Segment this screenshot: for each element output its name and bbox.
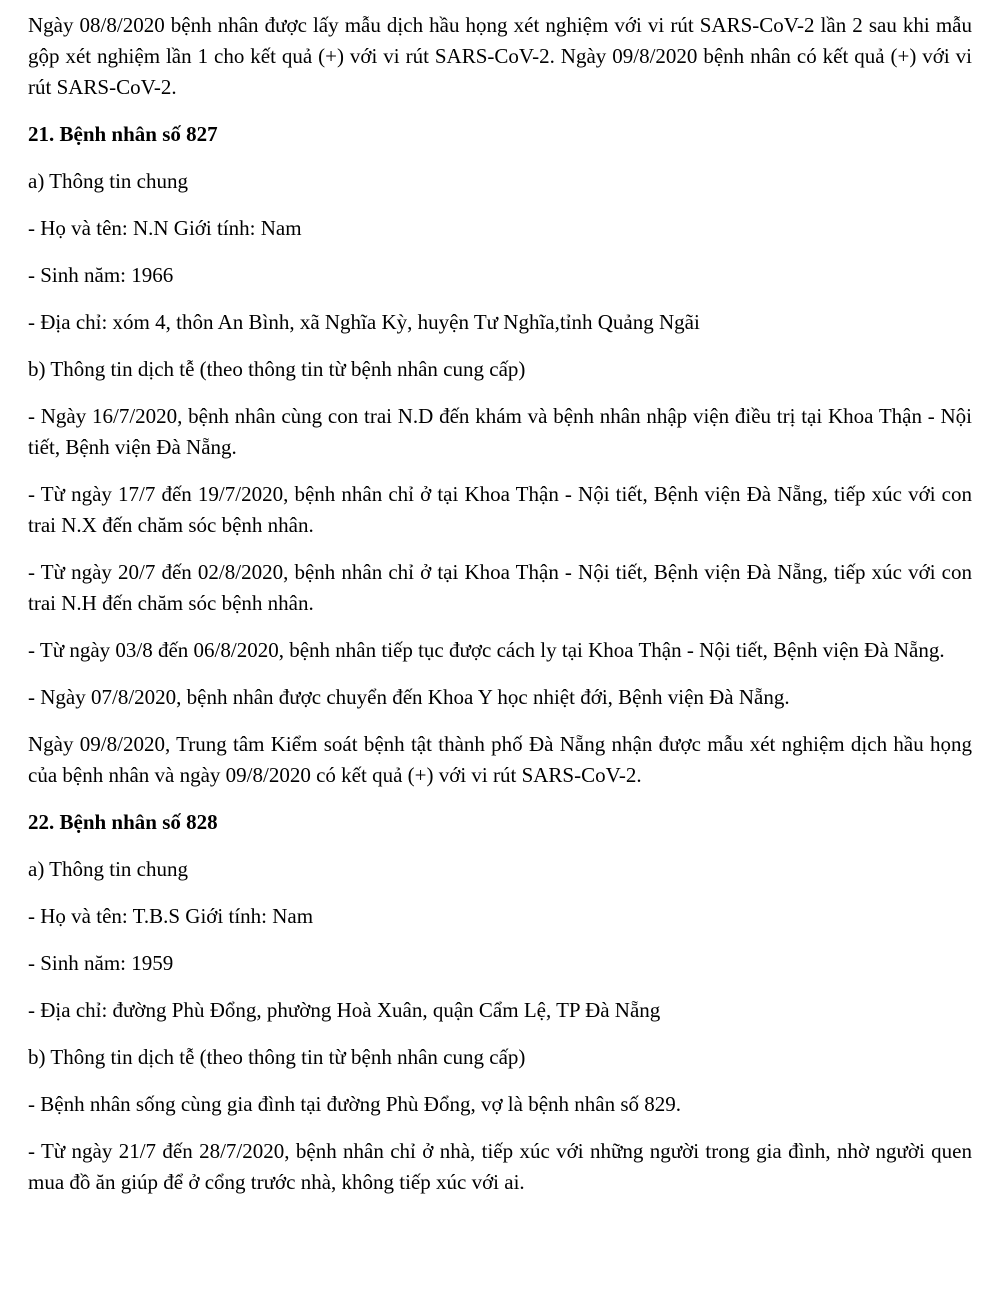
patient-heading: 22. Bệnh nhân số 828 [28,810,218,834]
name-line: - Họ và tên: N.N Giới tính: Nam [28,216,302,240]
epi-item: - Từ ngày 21/7 đến 28/7/2020, bệnh nhân chỉ ở nhà, tiếp xúc với những người trong gia đình, nhờ người quen mua đồ ăn giúp để ở cổng trước nhà, không tiếp xúc với ai. [28,1139,972,1194]
intro-paragraph: Ngày 08/8/2020 bệnh nhân được lấy mẫu dịch hầu họng xét nghiệm với vi rút SARS-CoV-2 lần 2 sau khi mẫu gộp xét nghiệm lần 1 cho kết quả (+) với vi rút SARS-CoV-2. Ngày 09/8/2020 bệnh nhân có kết quả (+) với vi rút SARS-CoV-2. [28,13,972,99]
general-info-title: a) Thông tin chung [28,169,189,193]
name-line: - Họ và tên: T.B.S Giới tính: Nam [28,904,314,928]
epi-info-title: b) Thông tin dịch tễ (theo thông tin từ bệnh nhân cung cấp) [28,1045,526,1069]
patient-section-827 [28,119,972,791]
address-line: - Địa chỉ: đường Phù Đổng, phường Hoà Xuân, quận Cẩm Lệ, TP Đà Nẵng [28,998,661,1022]
epi-item: - Từ ngày 20/7 đến 02/8/2020, bệnh nhân chỉ ở tại Khoa Thận - Nội tiết, Bệnh viện Đà Nẵng, tiếp xúc với con trai N.H đến chăm sóc bệnh nhân. [28,560,972,615]
epi-item: - Từ ngày 17/7 đến 19/7/2020, bệnh nhân chỉ ở tại Khoa Thận - Nội tiết, Bệnh viện Đà Nẵng, tiếp xúc với con trai N.X đến chăm sóc bệnh nhân. [28,482,972,537]
birth-line: - Sinh năm: 1959 [28,951,174,975]
patient-section-828 [28,807,972,1198]
patient-heading: 21. Bệnh nhân số 827 [28,122,218,146]
epi-item: - Từ ngày 03/8 đến 06/8/2020, bệnh nhân tiếp tục được cách ly tại Khoa Thận - Nội tiết, Bệnh viện Đà Nẵng. [28,638,945,662]
general-info-title: a) Thông tin chung [28,857,189,881]
epi-item: - Bệnh nhân sống cùng gia đình tại đường Phù Đổng, vợ là bệnh nhân số 829. [28,1092,682,1116]
epi-info-title: b) Thông tin dịch tễ (theo thông tin từ bệnh nhân cung cấp) [28,357,526,381]
epi-item: Ngày 09/8/2020, Trung tâm Kiểm soát bệnh tật thành phố Đà Nẵng nhận được mẫu xét nghiệm dịch hầu họng của bệnh nhân và ngày 09/8/2020 có kết quả (+) với vi rút SARS-CoV-2. [28,732,972,787]
epi-item: - Ngày 07/8/2020, bệnh nhân được chuyển đến Khoa Y học nhiệt đới, Bệnh viện Đà Nẵng. [28,685,790,709]
address-line: - Địa chỉ: xóm 4, thôn An Bình, xã Nghĩa Kỳ, huyện Tư Nghĩa,tỉnh Quảng Ngãi [28,310,700,334]
birth-line: - Sinh năm: 1966 [28,263,174,287]
epi-item: - Ngày 16/7/2020, bệnh nhân cùng con trai N.D đến khám và bệnh nhân nhập viện điều trị tại Khoa Thận - Nội tiết, Bệnh viện Đà Nẵng. [28,404,972,459]
